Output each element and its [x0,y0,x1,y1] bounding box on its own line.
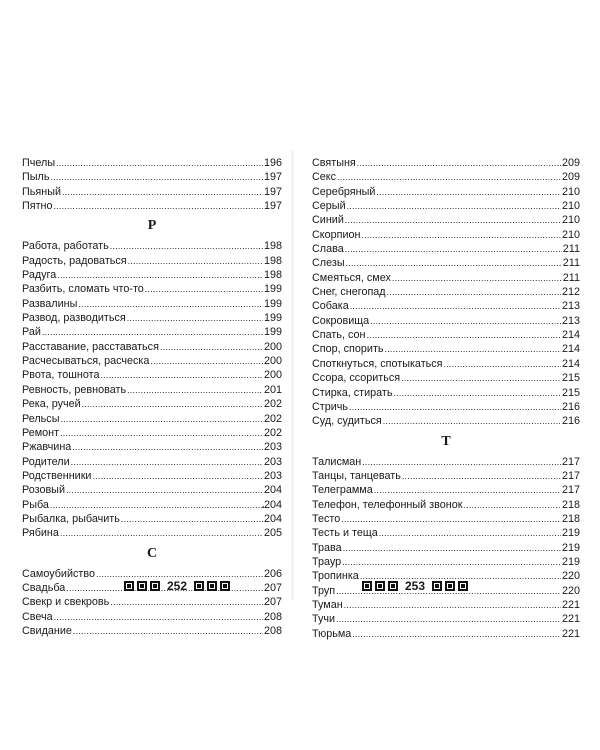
entry-term: Родственники [22,469,92,482]
index-entry [22,239,282,253]
dot-leader [346,256,562,270]
entry-term: Родители [22,455,70,468]
dot-leader [50,498,263,512]
entry-page: 220 [561,584,580,597]
entry-page: 210 [561,214,580,227]
entry-term: Спор, спорить [312,343,384,356]
entry-term: Пьяный [22,185,61,198]
ornament-icon [445,581,455,591]
entry-page: 199 [263,312,282,325]
index-entry [312,512,580,526]
index-entry [22,311,282,325]
index-entry [312,256,580,270]
index-entry [22,170,282,184]
dot-leader [56,156,263,170]
dot-leader [401,371,561,385]
entry-term: Свидание [22,624,72,637]
entry-page: 204 [263,484,282,497]
section-letter-r: Р [147,218,157,234]
entry-page: 199 [263,297,282,310]
entry-term: Рай [22,326,41,339]
entry-term: Танцы, танцевать [312,469,401,482]
entry-term: Радость, радоваться [22,254,127,267]
index-entry [22,455,282,469]
index-entry [22,297,282,311]
index-entry [312,199,580,213]
index-entry [22,412,282,426]
dot-leader [73,624,263,638]
entry-page: 202 [263,398,282,411]
page-number: 253 [405,579,426,593]
entry-page: 197 [263,200,282,213]
index-entry [22,268,282,282]
entry-page: 215 [561,386,580,399]
index-entry [22,426,282,440]
index-entry [312,285,580,299]
entry-page: 203 [263,455,282,468]
dot-leader [110,239,263,253]
index-entry [22,469,282,483]
ornament-icon [388,581,398,591]
index-entry [312,598,580,612]
dot-leader [66,483,263,497]
index-entry [312,455,580,469]
dot-leader [127,383,263,397]
entry-page: 197 [263,185,282,198]
dot-leader [341,512,561,526]
entry-page: 219 [561,527,580,540]
dot-leader [345,213,561,227]
index-entry [312,498,580,512]
index-entry [312,213,580,227]
index-entry [312,170,580,184]
entry-term: Тюрьма [312,627,352,640]
dot-leader [379,526,561,540]
index-entry [22,368,282,382]
dot-leader [362,455,561,469]
entry-page: 217 [561,455,580,468]
entry-page: 219 [561,541,580,554]
dot-leader [60,412,263,426]
dot-leader [392,271,562,285]
entry-page: 206 [263,567,282,580]
entry-page: 217 [561,484,580,497]
index-entry [312,271,580,285]
index-entry [22,610,282,624]
entry-term: Снег, снегопад [312,286,386,299]
entry-page: 204 [263,498,282,511]
dot-leader [57,268,263,282]
index-entry [312,541,580,555]
index-entry [312,342,580,356]
dot-leader [374,483,561,497]
dot-leader [62,185,263,199]
right-page [312,156,580,641]
entry-page: 209 [561,157,580,169]
entry-term: Расставание, расставаться [22,340,159,353]
index-entry [312,328,580,342]
entry-term: Развод, разводиться [22,312,126,325]
entry-page: 205 [263,527,282,540]
dot-leader [160,340,263,354]
entry-page: 211 [562,271,580,284]
entry-term: Свеча [22,610,53,623]
entry-page: 221 [561,627,580,640]
index-entry [22,498,282,512]
entry-term: Слава [312,243,344,256]
dot-leader [342,555,561,569]
entry-term: Свадьба [22,581,66,594]
dot-leader [60,526,263,540]
entry-term: Собака [312,300,349,313]
index-entry [312,185,580,199]
section-r-entries [22,239,282,540]
index-entry [22,595,282,609]
entry-term: Ремонт [22,426,60,439]
entry-page: 202 [263,426,282,439]
dot-leader [385,342,561,356]
entry-term: Рвота, тошнота [22,369,100,382]
dot-leader [357,156,561,170]
entry-term: Секс [312,171,337,184]
ornament-icon [375,581,385,591]
entry-term: Серый [312,200,346,213]
index-entry [22,383,282,397]
left-page [22,156,282,638]
entry-page: 204 [263,512,282,525]
entry-term: Стричь [312,400,349,413]
entry-term: Споткнуться, спотыкаться [312,357,443,370]
entry-page: 210 [561,200,580,213]
index-entry [312,555,580,569]
index-entry [22,340,282,354]
entry-page: 211 [562,257,580,270]
dot-leader [82,397,263,411]
right-top-entries [312,156,580,429]
entry-page: 213 [561,300,580,313]
entry-page: 210 [561,228,580,241]
ornament-icon [458,581,468,591]
entry-page: 202 [263,412,282,425]
entry-term: Тесть и теща [312,527,378,540]
entry-page: 213 [561,314,580,327]
ornament-icon [150,581,160,591]
dot-leader [150,354,263,368]
section-letter-s: С [146,545,158,561]
entry-term: Пыль [22,171,50,184]
index-entry [22,526,282,540]
index-entry [312,228,580,242]
dot-leader [60,426,263,440]
entry-term: Талисман [312,455,362,468]
index-entry [312,156,580,170]
entry-page: 198 [263,269,282,282]
entry-page: 216 [561,415,580,428]
entry-term: Смеяться, смех [312,271,391,284]
entry-page: 218 [561,498,580,511]
dot-leader [393,386,561,400]
dot-leader [54,199,263,213]
entry-page: 207 [263,581,282,594]
dot-leader [370,314,561,328]
index-entry [22,199,282,213]
dot-leader [344,598,561,612]
book-gutter [291,150,294,600]
dot-leader [463,498,561,512]
dot-leader [71,455,263,469]
entry-page: 200 [263,340,282,353]
dot-leader [145,282,263,296]
entry-term: Ссора, ссориться [312,372,401,385]
dot-leader [337,170,561,184]
entry-term: Тесто [312,512,341,525]
ornament-icon [137,581,147,591]
index-entry [312,242,580,256]
entry-page: 198 [263,240,282,253]
entry-term: Серебряный [312,185,376,198]
section-letter-t: Т [441,433,451,449]
index-entry [22,483,282,497]
entry-term: Телефон, телефонный звонок [312,498,463,511]
ornament-icon [362,581,372,591]
entry-page: 210 [561,185,580,198]
entry-page: 221 [561,598,580,611]
index-entry [312,299,580,313]
dot-leader [127,311,263,325]
index-entry [312,612,580,626]
entry-page: 211 [562,243,580,256]
ornament-icon [124,581,134,591]
index-entry [312,371,580,385]
entry-term: Розовый [22,484,65,497]
index-entry [312,469,580,483]
dot-leader [72,440,263,454]
index-entry [22,624,282,638]
entry-page: 203 [263,469,282,482]
entry-term: Пятно [22,200,53,213]
entry-page: 203 [263,441,282,454]
entry-term: Труп [312,584,336,597]
index-entry [312,627,580,641]
index-entry [312,483,580,497]
index-entry [22,282,282,296]
dot-leader [444,357,561,371]
entry-page: 208 [263,610,282,623]
dot-leader [128,254,263,268]
dot-leader [110,595,263,609]
dot-leader [376,185,561,199]
entry-term: Радуга [22,269,57,282]
entry-term: Пчелы [22,157,56,169]
entry-term: Скорпион [312,228,361,241]
index-entry [22,325,282,339]
entry-page: 214 [561,357,580,370]
stray-mark: . [262,500,265,511]
entry-page: 218 [561,512,580,525]
entry-term: Расчесываться, расческа [22,355,150,368]
entry-page: 198 [263,254,282,267]
dot-leader [100,368,263,382]
entry-term: Слезы [312,257,345,270]
dot-leader [50,170,263,184]
entry-page: 208 [263,624,282,637]
entry-term: Развалины [22,297,78,310]
index-entry [22,156,282,170]
entry-term: Ревность, ревновать [22,383,127,396]
index-entry [22,254,282,268]
dot-leader [350,299,561,313]
entry-term: Река, ручей [22,398,81,411]
entry-term: Синий [312,214,344,227]
entry-term: Стирка, стирать [312,386,393,399]
dot-leader [383,414,561,428]
entry-page: 200 [263,369,282,382]
index-entry [312,526,580,540]
entry-term: Траур [312,555,342,568]
entry-term: Разбить, сломать что-то [22,283,144,296]
dot-leader [121,512,263,526]
dot-leader [92,469,263,483]
entry-term: Рельсы [22,412,60,425]
entry-page: 199 [263,283,282,296]
dot-leader [347,199,561,213]
dot-leader [78,297,263,311]
dot-leader [343,541,561,555]
entry-term: Ржавчина [22,441,72,454]
section-t-entries [312,455,580,641]
index-entry [22,512,282,526]
page-number: 252 [167,579,188,593]
index-entry [22,397,282,411]
index-entry [22,440,282,454]
dot-leader [54,610,263,624]
entry-page: 209 [561,171,580,184]
dot-leader [42,325,263,339]
entry-page: 221 [561,613,580,626]
entry-page: 220 [561,570,580,583]
entry-page: 212 [561,286,580,299]
entry-term: Рябина [22,527,59,540]
entry-page: 207 [263,596,282,609]
entry-page: 201 [263,383,282,396]
ornament-icon [194,581,204,591]
dot-leader [349,400,561,414]
entry-term: Свекр и свекровь [22,596,110,609]
ornament-icon [207,581,217,591]
entry-page: 219 [561,555,580,568]
entry-page: 215 [561,372,580,385]
entry-term: Суд, судиться [312,415,382,428]
dot-leader [362,228,561,242]
entry-term: Туман [312,598,343,611]
index-entry [312,357,580,371]
ornament-icon [432,581,442,591]
entry-page: 217 [561,469,580,482]
entry-page: 214 [561,329,580,342]
entry-term: Самоубийство [22,567,95,580]
dot-leader [336,612,561,626]
entry-term: Спать, сон [312,329,366,342]
entry-page: 214 [561,343,580,356]
dot-leader [366,328,561,342]
entry-page: 197 [263,171,282,184]
index-entry [312,386,580,400]
entry-page: 216 [561,400,580,413]
entry-term: Рыбалка, рыбачить [22,512,120,525]
entry-term: Рыба [22,498,49,511]
index-entry [22,185,282,199]
entry-term: Тучи [312,613,336,626]
dot-leader [352,627,561,641]
dot-leader [402,469,561,483]
left-top-entries [22,156,282,213]
entry-page: 200 [263,355,282,368]
entry-term: Святыня [312,157,356,169]
entry-page: 196 [263,157,282,169]
entry-term: Телеграмма [312,484,373,497]
index-entry [312,314,580,328]
entry-term: Трава [312,541,342,554]
entry-term: Работа, работать [22,240,109,253]
ornament-icon [220,581,230,591]
dot-leader [345,242,562,256]
left-page-footer [124,578,230,594]
entry-term: Сокровища [312,314,370,327]
index-entry [312,414,580,428]
entry-term: Тропинка [312,570,359,583]
index-entry [312,400,580,414]
right-page-footer [362,578,468,594]
index-entry [22,354,282,368]
dot-leader [387,285,561,299]
entry-page: 199 [263,326,282,339]
